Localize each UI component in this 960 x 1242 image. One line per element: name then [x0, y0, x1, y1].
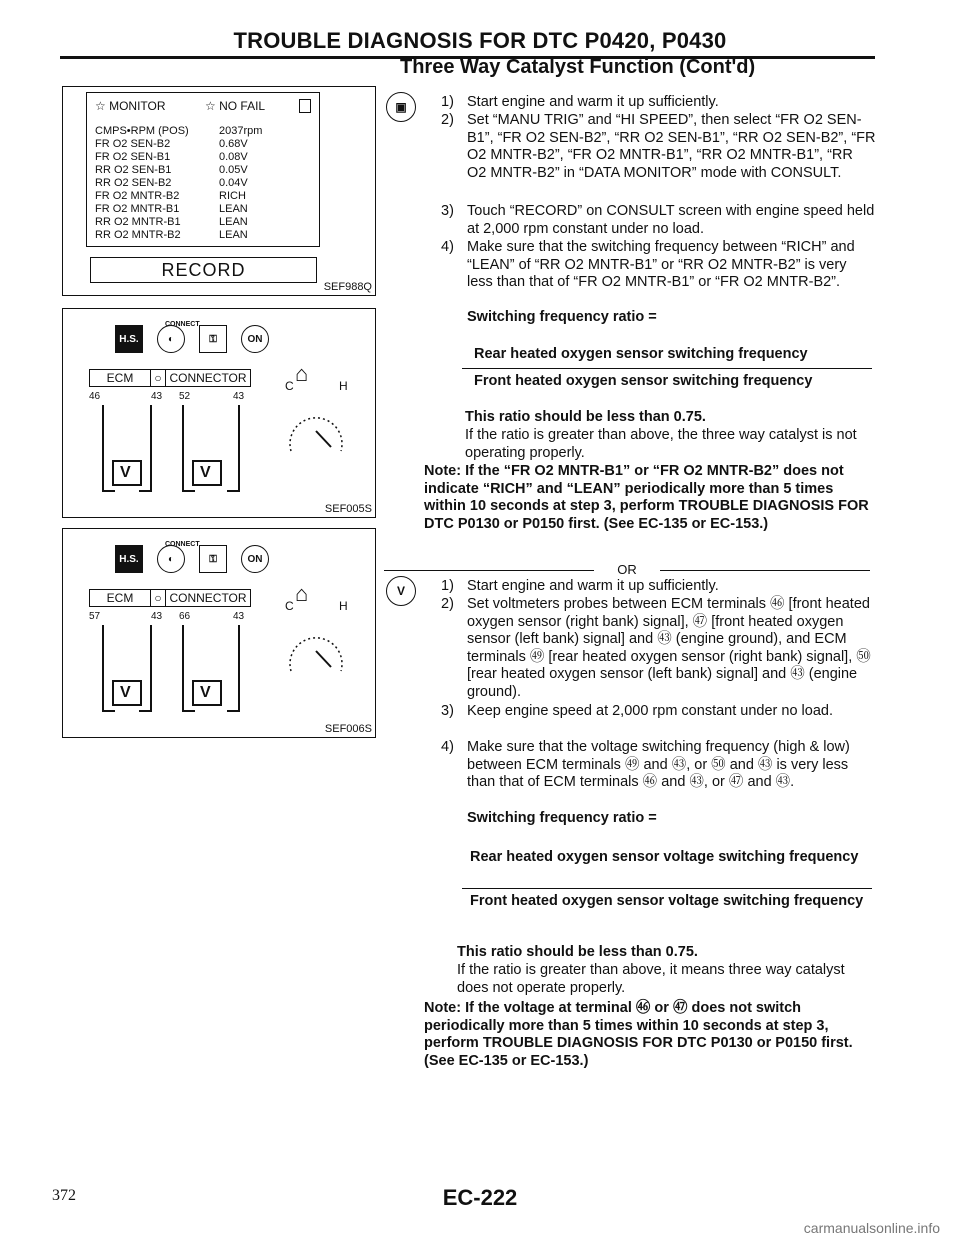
ratio-label: Switching frequency ratio = [467, 309, 657, 325]
monitor-value: 0.68V [219, 138, 248, 150]
voltmeter-label: V [200, 464, 211, 481]
ratio-note: This ratio should be less than 0.75. [457, 944, 698, 960]
note-b: Note: If the voltage at terminal ㊻ or ㊼ does not switch periodically more than 5 times within 10 seconds at step 3, perform TROUBLE DIAGNOSIS FOR DTC P0130 or P0150 first. (See EC-135 or EC-153.) [424, 1000, 853, 1069]
step-text: Keep engine speed at 2,000 rpm constant under no load. [467, 703, 833, 719]
monitor-row [95, 177, 315, 190]
step-number: 3) [441, 203, 454, 219]
ratio-text: If the ratio is greater than above, it means three way catalyst does not operate properly. [457, 962, 845, 996]
page-number: 372 [52, 1187, 76, 1204]
page-subtitle: Three Way Catalyst Function (Cont'd) [400, 56, 756, 78]
connect-label: CONNECT [165, 321, 200, 328]
monitor-key: RR O2 MNTR-B2 [95, 229, 181, 241]
step-number: 1) [441, 94, 454, 110]
ratio-label: Switching frequency ratio = [467, 810, 657, 826]
connector-label: CONNECTOR [169, 591, 247, 605]
ratio-numerator: Rear heated oxygen sensor switching frequency [474, 346, 808, 362]
terminal-label: 66 [179, 611, 191, 622]
gauge-c-label: C [285, 379, 294, 393]
connector-icon: ◐ [157, 545, 185, 573]
monitor-value: RICH [219, 190, 246, 202]
monitor-value: LEAN [219, 229, 248, 241]
monitor-key: FR O2 MNTR-B2 [95, 190, 180, 202]
step-number: 2) [441, 596, 454, 612]
figure-id: SEF006S [324, 723, 372, 735]
monitor-key: FR O2 MNTR-B1 [95, 203, 180, 215]
monitor-rows [95, 125, 315, 242]
ecm-connector-bar [89, 589, 251, 607]
connector-icon: ◐ [157, 325, 185, 353]
ignition-key-icon: ⚿ [199, 545, 227, 573]
watermark: carmanualsonline.info [803, 1220, 940, 1236]
step-b1 [441, 578, 876, 596]
tool-icons [115, 545, 269, 573]
voltmeter-wiring-icon [83, 401, 273, 501]
terminal-label: 43 [233, 391, 245, 402]
ratio-text: If the ratio is greater than above, the three way catalyst is not operating properly. [465, 427, 857, 461]
monitor-label: ☆ MONITOR [95, 99, 166, 113]
ignition-on-icon: ON [241, 325, 269, 353]
or-rule-right [660, 570, 870, 571]
monitor-row [95, 125, 315, 138]
monitor-value: 0.08V [219, 151, 248, 163]
monitor-value: LEAN [219, 216, 248, 228]
page-code: EC-222 [442, 1185, 518, 1210]
terminal-label: 57 [89, 611, 101, 622]
nofail-checkbox [299, 99, 311, 113]
step-a2 [441, 112, 876, 182]
monitor-key: CMPS•RPM (POS) [95, 125, 189, 137]
hs-icon: H.S. [115, 545, 143, 573]
monitor-value: 0.04V [219, 177, 248, 189]
connector-label: CONNECTOR [169, 371, 247, 385]
consult-tool-icon: ▣ [386, 92, 416, 122]
gauge-c-label: C [285, 599, 294, 613]
voltmeter-wiring-icon [83, 621, 273, 721]
gauge-h-label: H [339, 379, 348, 393]
ecm-label: ECM [90, 370, 151, 386]
step-text: Set voltmeters probes between ECM terminals ㊻ [front heated oxygen sensor (right bank) signal], ㊼ [front heated oxygen sensor (left bank) signal] and ㊸ (engine ground), and ECM terminals ㊾ [rear heated oxygen sensor (right bank) signal], ㊿ [rear heated oxygen sensor (left bank) signal] and ㊸ (engine ground). [467, 596, 871, 700]
monitor-key: RR O2 MNTR-B1 [95, 216, 181, 228]
step-number: 4) [441, 239, 454, 255]
thermometer-icon: ⌂ [295, 581, 309, 606]
voltmeter-figure-1 [62, 308, 376, 518]
step-number: 1) [441, 578, 454, 594]
voltmeter-label: V [120, 684, 131, 701]
monitor-key: FR O2 SEN-B1 [95, 151, 171, 163]
ignition-key-icon: ⚿ [199, 325, 227, 353]
step-text: Make sure that the switching frequency between “RICH” and “LEAN” of “RR O2 MNTR-B1” or “RR O2 MNTR-B2” is very less than that of “FR O2 MNTR-B1” or “FR O2 MNTR-B2”. [467, 239, 855, 290]
ratio-note: This ratio should be less than 0.75. [465, 409, 706, 425]
consult-monitor-screen [86, 92, 320, 247]
step-a3 [441, 203, 876, 238]
figure-id: SEF005S [324, 503, 372, 515]
voltmeter-label: V [200, 684, 211, 701]
fraction-rule [462, 368, 872, 369]
step-text: Make sure that the voltage switching frequency (high & low) between ECM terminals ㊾ and ㊸, or ㊿ and ㊸ is very less than that of ECM terminals ㊻ and ㊸, or ㊼ and ㊸. [467, 739, 850, 790]
tool-icons [115, 325, 269, 353]
record-button[interactable]: RECORD [90, 257, 317, 283]
step-b2 [441, 596, 876, 701]
monitor-row [95, 138, 315, 151]
step-text: Start engine and warm it up sufficiently. [467, 578, 719, 594]
terminal-label: 43 [233, 611, 245, 622]
terminal-label: 52 [179, 391, 191, 402]
monitor-value: LEAN [219, 203, 248, 215]
monitor-key: RR O2 SEN-B2 [95, 177, 172, 189]
monitor-row [95, 229, 315, 242]
step-text: Set “MANU TRIG” and “HI SPEED”, then select “FR O2 SEN-B1”, “FR O2 SEN-B2”, “RR O2 SEN-B1”, “RR O2 SEN-B2”, “FR O2 MNTR-B2”, “FR O2 MNTR-B1”, “RR O2 MNTR-B1”, “RR O2 MNTR-B2” in “DATA MONITOR” mode with CONSULT. [467, 112, 876, 181]
ignition-on-icon: ON [241, 545, 269, 573]
step-text: Touch “RECORD” on CONSULT screen with engine speed held at 2,000 rpm constant under no load. [467, 203, 875, 237]
monitor-key: RR O2 SEN-B1 [95, 164, 172, 176]
gauge-h-label: H [339, 599, 348, 613]
ratio-denominator: Front heated oxygen sensor voltage switching frequency [470, 893, 864, 909]
or-divider [384, 561, 870, 579]
thermometer-icon: ⌂ [295, 361, 309, 386]
figure-id: SEF988Q [323, 281, 372, 293]
step-a4 [441, 239, 876, 292]
ecm-connector-bar [89, 369, 251, 387]
ratio-denominator: Front heated oxygen sensor switching frequency [474, 373, 813, 389]
step-a1 [441, 94, 876, 112]
ecm-label: ECM [90, 590, 151, 606]
terminal-label: 43 [151, 391, 163, 402]
note-a: Note: If the “FR O2 MNTR-B1” or “FR O2 MNTR-B2” does not indicate “RICH” and “LEAN” periodically more than 5 times within 10 seconds at step 3, perform TROUBLE DIAGNOSIS FOR DTC P0130 or P0150 first. (See EC-135 or EC-153.) [424, 463, 869, 532]
monitor-value: 0.05V [219, 164, 248, 176]
step-number: 3) [441, 703, 454, 719]
step-number: 2) [441, 112, 454, 128]
or-label: OR [617, 562, 637, 577]
monitor-row [95, 190, 315, 203]
voltmeter-figure-2 [62, 528, 376, 738]
voltmeter-label: V [120, 464, 131, 481]
voltmeter-tool-icon: V [386, 576, 416, 606]
tachometer-icon [281, 621, 351, 685]
lock-icon: ○ [151, 370, 166, 386]
terminal-label: 46 [89, 391, 101, 402]
step-number: 4) [441, 739, 454, 755]
page-title: TROUBLE DIAGNOSIS FOR DTC P0420, P0430 [233, 28, 727, 53]
monitor-row [95, 203, 315, 216]
monitor-value: 2037rpm [219, 125, 263, 137]
hs-icon: H.S. [115, 325, 143, 353]
step-b4 [441, 739, 876, 792]
monitor-key: FR O2 SEN-B2 [95, 138, 171, 150]
tachometer-icon [281, 401, 351, 465]
monitor-row [95, 151, 315, 164]
lock-icon: ○ [151, 590, 166, 606]
step-text: Start engine and warm it up sufficiently. [467, 94, 719, 110]
step-b3 [441, 703, 876, 721]
ratio-numerator: Rear heated oxygen sensor voltage switching frequency [470, 849, 859, 865]
terminal-label: 43 [151, 611, 163, 622]
connect-label: CONNECT [165, 541, 200, 548]
monitor-row [95, 164, 315, 177]
nofail-label: ☆ NO FAIL [205, 99, 266, 113]
monitor-row [95, 216, 315, 229]
fraction-rule [462, 888, 872, 889]
